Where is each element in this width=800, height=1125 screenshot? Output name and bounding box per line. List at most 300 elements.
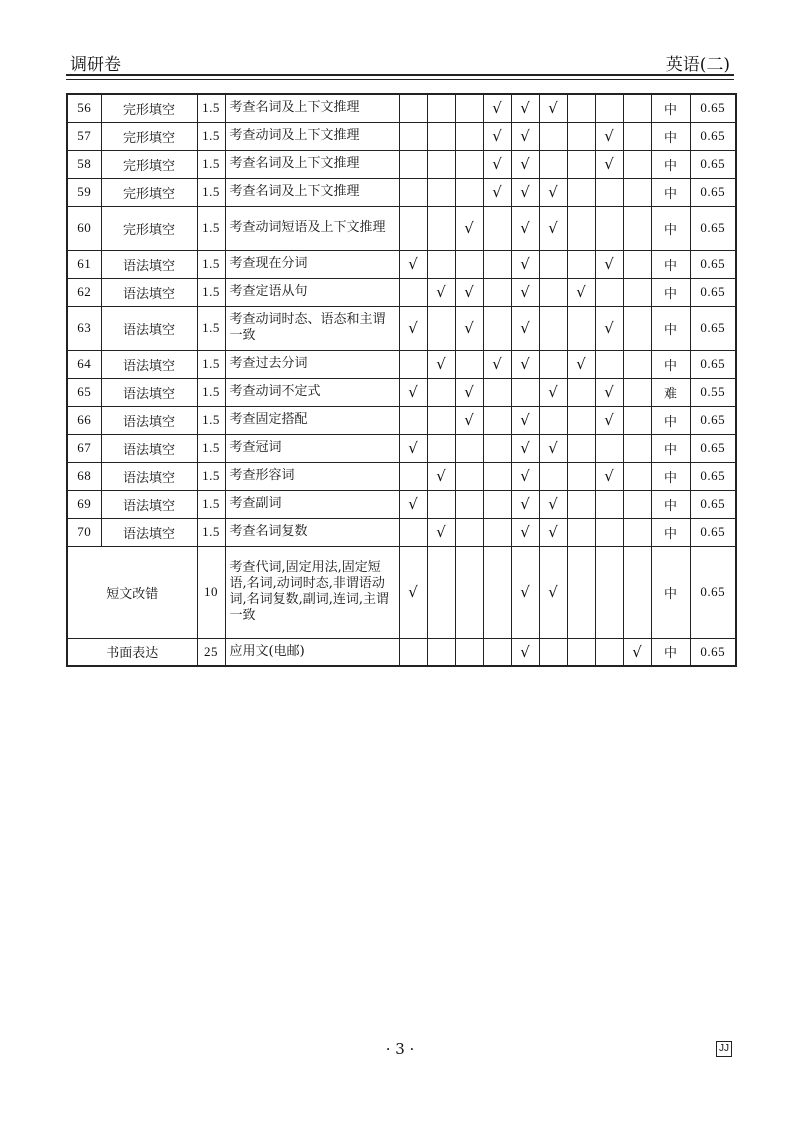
check-cell	[567, 546, 595, 638]
difficulty-value: 0.65	[690, 350, 736, 378]
check-cell	[511, 462, 539, 490]
check-cell	[511, 94, 539, 122]
check-mark: √	[548, 183, 558, 201]
check-cell	[623, 206, 651, 250]
question-type: 完形填空	[101, 94, 197, 122]
knowledge-point: 考查定语从句	[225, 278, 399, 306]
check-cell	[427, 546, 455, 638]
check-mark: √	[520, 155, 530, 173]
score: 1.5	[197, 490, 225, 518]
check-cell	[399, 406, 427, 434]
score: 1.5	[197, 350, 225, 378]
check-cell	[567, 490, 595, 518]
knowledge-point: 考查固定搭配	[225, 406, 399, 434]
check-cell	[539, 350, 567, 378]
check-cell	[455, 490, 483, 518]
header-subject: 英语(二)	[665, 55, 730, 75]
check-cell	[623, 406, 651, 434]
difficulty-value: 0.65	[690, 94, 736, 122]
check-cell	[427, 150, 455, 178]
check-cell	[623, 518, 651, 546]
check-mark: √	[520, 319, 530, 337]
check-mark: √	[604, 411, 614, 429]
difficulty-level: 中	[651, 490, 690, 518]
question-type: 语法填空	[101, 462, 197, 490]
score: 1.5	[197, 518, 225, 546]
difficulty-value: 0.65	[690, 462, 736, 490]
check-cell	[427, 490, 455, 518]
check-cell	[567, 518, 595, 546]
question-type: 语法填空	[101, 378, 197, 406]
check-cell	[595, 490, 623, 518]
score: 1.5	[197, 94, 225, 122]
knowledge-point: 考查副词	[225, 490, 399, 518]
check-cell	[623, 434, 651, 462]
check-mark: √	[548, 219, 558, 237]
check-cell	[483, 122, 511, 150]
knowledge-point: 考查名词及上下文推理	[225, 150, 399, 178]
check-mark: √	[408, 439, 418, 457]
difficulty-level: 中	[651, 250, 690, 278]
check-cell	[511, 378, 539, 406]
check-cell	[427, 206, 455, 250]
publisher-badge: JJ	[716, 1041, 732, 1057]
check-mark: √	[520, 283, 530, 301]
table-row	[67, 350, 736, 378]
question-number: 70	[67, 518, 101, 546]
difficulty-level: 中	[651, 278, 690, 306]
check-mark: √	[492, 355, 502, 373]
check-mark: √	[408, 319, 418, 337]
check-cell	[399, 546, 427, 638]
question-type: 短文改错	[67, 546, 197, 638]
check-cell	[567, 122, 595, 150]
check-mark: √	[520, 255, 530, 273]
table-row	[67, 178, 736, 206]
check-cell	[427, 350, 455, 378]
check-mark: √	[520, 411, 530, 429]
difficulty-level: 中	[651, 546, 690, 638]
table-row	[67, 278, 736, 306]
check-cell	[539, 518, 567, 546]
check-cell	[511, 278, 539, 306]
score: 1.5	[197, 206, 225, 250]
question-type: 书面表达	[67, 638, 197, 666]
check-cell	[483, 462, 511, 490]
check-cell	[511, 206, 539, 250]
table-row	[67, 462, 736, 490]
check-cell	[399, 462, 427, 490]
check-cell	[399, 350, 427, 378]
check-mark: √	[436, 283, 446, 301]
check-cell	[567, 94, 595, 122]
check-mark: √	[408, 383, 418, 401]
check-cell	[511, 490, 539, 518]
check-cell	[595, 638, 623, 666]
difficulty-value: 0.55	[690, 378, 736, 406]
check-cell	[595, 518, 623, 546]
check-cell	[455, 462, 483, 490]
check-cell	[455, 306, 483, 350]
check-cell	[567, 306, 595, 350]
check-cell	[595, 94, 623, 122]
check-mark: √	[464, 283, 474, 301]
check-cell	[539, 462, 567, 490]
check-cell	[427, 518, 455, 546]
check-cell	[427, 122, 455, 150]
check-mark: √	[520, 219, 530, 237]
question-number: 59	[67, 178, 101, 206]
check-mark: √	[492, 183, 502, 201]
question-type: 完形填空	[101, 178, 197, 206]
question-number: 66	[67, 406, 101, 434]
knowledge-point: 考查现在分词	[225, 250, 399, 278]
table-row	[67, 122, 736, 150]
question-type: 语法填空	[101, 406, 197, 434]
check-cell	[567, 638, 595, 666]
check-cell	[455, 350, 483, 378]
score: 1.5	[197, 122, 225, 150]
check-mark: √	[408, 583, 418, 601]
table-row	[67, 250, 736, 278]
check-cell	[399, 434, 427, 462]
check-cell	[483, 278, 511, 306]
check-mark: √	[520, 467, 530, 485]
knowledge-point: 考查过去分词	[225, 350, 399, 378]
check-cell	[595, 406, 623, 434]
check-cell	[567, 150, 595, 178]
check-cell	[427, 434, 455, 462]
check-cell	[483, 378, 511, 406]
check-cell	[595, 122, 623, 150]
check-cell	[511, 350, 539, 378]
question-type: 语法填空	[101, 350, 197, 378]
knowledge-point: 考查形容词	[225, 462, 399, 490]
question-number: 65	[67, 378, 101, 406]
question-type: 语法填空	[101, 306, 197, 350]
check-mark: √	[548, 383, 558, 401]
difficulty-level: 中	[651, 150, 690, 178]
check-cell	[455, 278, 483, 306]
question-number: 69	[67, 490, 101, 518]
check-cell	[539, 94, 567, 122]
check-cell	[539, 178, 567, 206]
check-cell	[483, 150, 511, 178]
check-cell	[623, 250, 651, 278]
score: 1.5	[197, 434, 225, 462]
score: 25	[197, 638, 225, 666]
check-cell	[427, 94, 455, 122]
check-mark: √	[548, 99, 558, 118]
knowledge-point: 考查名词及上下文推理	[225, 178, 399, 206]
check-cell	[511, 178, 539, 206]
check-mark: √	[408, 495, 418, 513]
check-cell	[483, 490, 511, 518]
difficulty-level: 中	[651, 462, 690, 490]
question-number: 57	[67, 122, 101, 150]
check-cell	[483, 306, 511, 350]
difficulty-level: 中	[651, 406, 690, 434]
check-cell	[511, 150, 539, 178]
check-cell	[567, 206, 595, 250]
knowledge-point: 考查动词时态、语态和主谓一致	[225, 306, 399, 350]
check-cell	[595, 250, 623, 278]
check-cell	[455, 406, 483, 434]
check-cell	[595, 278, 623, 306]
difficulty-value: 0.65	[690, 250, 736, 278]
check-cell	[399, 490, 427, 518]
check-cell	[567, 406, 595, 434]
question-number: 61	[67, 250, 101, 278]
check-mark: √	[464, 411, 474, 429]
check-cell	[623, 378, 651, 406]
check-mark: √	[520, 127, 530, 145]
difficulty-level: 中	[651, 350, 690, 378]
check-cell	[595, 546, 623, 638]
check-cell	[511, 638, 539, 666]
check-cell	[567, 278, 595, 306]
check-cell	[539, 406, 567, 434]
question-number: 63	[67, 306, 101, 350]
check-cell	[595, 350, 623, 378]
table-row	[67, 94, 736, 122]
difficulty-value: 0.65	[690, 490, 736, 518]
check-cell	[539, 278, 567, 306]
check-mark: √	[436, 467, 446, 485]
check-cell	[483, 434, 511, 462]
check-cell	[539, 150, 567, 178]
check-cell	[455, 206, 483, 250]
check-cell	[595, 306, 623, 350]
check-cell	[483, 406, 511, 434]
check-cell	[427, 278, 455, 306]
difficulty-level: 中	[651, 94, 690, 122]
check-cell	[399, 518, 427, 546]
check-cell	[483, 178, 511, 206]
check-cell	[483, 638, 511, 666]
check-cell	[455, 178, 483, 206]
check-cell	[427, 406, 455, 434]
score: 10	[197, 546, 225, 638]
question-type: 语法填空	[101, 278, 197, 306]
check-cell	[511, 546, 539, 638]
question-type: 语法填空	[101, 490, 197, 518]
check-cell	[455, 150, 483, 178]
score: 1.5	[197, 278, 225, 306]
check-cell	[483, 206, 511, 250]
check-cell	[567, 178, 595, 206]
check-cell	[483, 350, 511, 378]
score: 1.5	[197, 406, 225, 434]
check-cell	[455, 546, 483, 638]
check-cell	[455, 638, 483, 666]
difficulty-value: 0.65	[690, 406, 736, 434]
check-cell	[455, 250, 483, 278]
check-cell	[455, 378, 483, 406]
header-rule-thin	[66, 79, 734, 80]
check-cell	[511, 306, 539, 350]
check-cell	[483, 546, 511, 638]
check-cell	[623, 306, 651, 350]
check-cell	[539, 250, 567, 278]
check-cell	[567, 350, 595, 378]
knowledge-point: 考查冠词	[225, 434, 399, 462]
check-cell	[623, 462, 651, 490]
check-mark: √	[492, 127, 502, 145]
check-cell	[511, 518, 539, 546]
check-cell	[399, 206, 427, 250]
question-type: 语法填空	[101, 434, 197, 462]
check-cell	[539, 206, 567, 250]
table-row	[67, 306, 736, 350]
check-cell	[539, 306, 567, 350]
check-mark: √	[464, 219, 474, 237]
check-cell	[595, 378, 623, 406]
question-type: 语法填空	[101, 518, 197, 546]
table-row	[67, 406, 736, 434]
knowledge-point: 考查动词及上下文推理	[225, 122, 399, 150]
check-mark: √	[604, 383, 614, 401]
table-row	[67, 490, 736, 518]
check-mark: √	[464, 383, 474, 401]
check-mark: √	[408, 255, 418, 273]
check-mark: √	[436, 355, 446, 373]
question-number: 64	[67, 350, 101, 378]
check-mark: √	[520, 183, 530, 201]
check-mark: √	[548, 523, 558, 541]
difficulty-value: 0.65	[690, 178, 736, 206]
check-cell	[623, 178, 651, 206]
header-rule	[66, 74, 734, 76]
check-mark: √	[520, 99, 530, 118]
page-number: · 3 ·	[385, 1040, 415, 1058]
check-mark: √	[548, 495, 558, 513]
check-mark: √	[548, 583, 558, 601]
check-cell	[567, 434, 595, 462]
question-analysis-table	[66, 93, 737, 667]
check-mark: √	[436, 523, 446, 541]
check-mark: √	[576, 283, 586, 301]
check-cell	[399, 638, 427, 666]
question-type: 语法填空	[101, 250, 197, 278]
table-row	[67, 434, 736, 462]
check-cell	[623, 546, 651, 638]
check-cell	[623, 150, 651, 178]
difficulty-level: 难	[651, 378, 690, 406]
difficulty-level: 中	[651, 178, 690, 206]
check-cell	[595, 150, 623, 178]
check-cell	[399, 178, 427, 206]
score: 1.5	[197, 178, 225, 206]
check-cell	[399, 378, 427, 406]
check-cell	[567, 250, 595, 278]
table-row	[67, 150, 736, 178]
check-cell	[483, 250, 511, 278]
difficulty-value: 0.65	[690, 150, 736, 178]
header-title: 调研卷	[70, 55, 121, 75]
check-cell	[623, 94, 651, 122]
check-cell	[567, 378, 595, 406]
knowledge-point: 考查代词,固定用法,固定短语,名词,动词时态,非谓语动词,名词复数,副词,连词,主谓一致	[225, 546, 399, 638]
check-cell	[623, 350, 651, 378]
check-cell	[511, 122, 539, 150]
check-mark: √	[520, 355, 530, 373]
knowledge-point: 考查动词短语及上下文推理	[225, 206, 399, 250]
check-cell	[399, 278, 427, 306]
score: 1.5	[197, 150, 225, 178]
difficulty-value: 0.65	[690, 278, 736, 306]
question-type: 完形填空	[101, 150, 197, 178]
check-mark: √	[520, 523, 530, 541]
difficulty-value: 0.65	[690, 306, 736, 350]
check-cell	[511, 434, 539, 462]
check-cell	[539, 434, 567, 462]
difficulty-level: 中	[651, 434, 690, 462]
score: 1.5	[197, 378, 225, 406]
question-number: 68	[67, 462, 101, 490]
check-cell	[539, 378, 567, 406]
difficulty-value: 0.65	[690, 518, 736, 546]
score: 1.5	[197, 306, 225, 350]
check-cell	[595, 462, 623, 490]
table-row	[67, 638, 736, 666]
difficulty-value: 0.65	[690, 434, 736, 462]
table-row	[67, 518, 736, 546]
check-cell	[455, 94, 483, 122]
check-mark: √	[520, 495, 530, 513]
question-number: 60	[67, 206, 101, 250]
check-cell	[539, 122, 567, 150]
difficulty-level: 中	[651, 122, 690, 150]
check-cell	[455, 518, 483, 546]
check-mark: √	[604, 127, 614, 145]
check-mark: √	[576, 355, 586, 373]
check-cell	[623, 490, 651, 518]
question-number: 67	[67, 434, 101, 462]
check-mark: √	[492, 99, 502, 118]
difficulty-level: 中	[651, 206, 690, 250]
check-mark: √	[464, 319, 474, 337]
knowledge-point: 考查动词不定式	[225, 378, 399, 406]
difficulty-level: 中	[651, 518, 690, 546]
check-cell	[427, 638, 455, 666]
check-cell	[623, 278, 651, 306]
difficulty-level: 中	[651, 638, 690, 666]
difficulty-value: 0.65	[690, 638, 736, 666]
check-cell	[399, 94, 427, 122]
check-mark: √	[492, 155, 502, 173]
check-mark: √	[604, 319, 614, 337]
score: 1.5	[197, 462, 225, 490]
check-cell	[595, 206, 623, 250]
check-mark: √	[520, 642, 530, 661]
check-cell	[511, 406, 539, 434]
check-cell	[427, 306, 455, 350]
check-cell	[483, 518, 511, 546]
check-cell	[427, 178, 455, 206]
knowledge-point: 应用文(电邮)	[225, 638, 399, 666]
table-row	[67, 378, 736, 406]
check-cell	[399, 150, 427, 178]
check-cell	[539, 546, 567, 638]
knowledge-point: 考查名词复数	[225, 518, 399, 546]
score: 1.5	[197, 250, 225, 278]
check-cell	[455, 122, 483, 150]
question-type: 完形填空	[101, 206, 197, 250]
check-cell	[623, 122, 651, 150]
table-row	[67, 206, 736, 250]
difficulty-value: 0.65	[690, 122, 736, 150]
